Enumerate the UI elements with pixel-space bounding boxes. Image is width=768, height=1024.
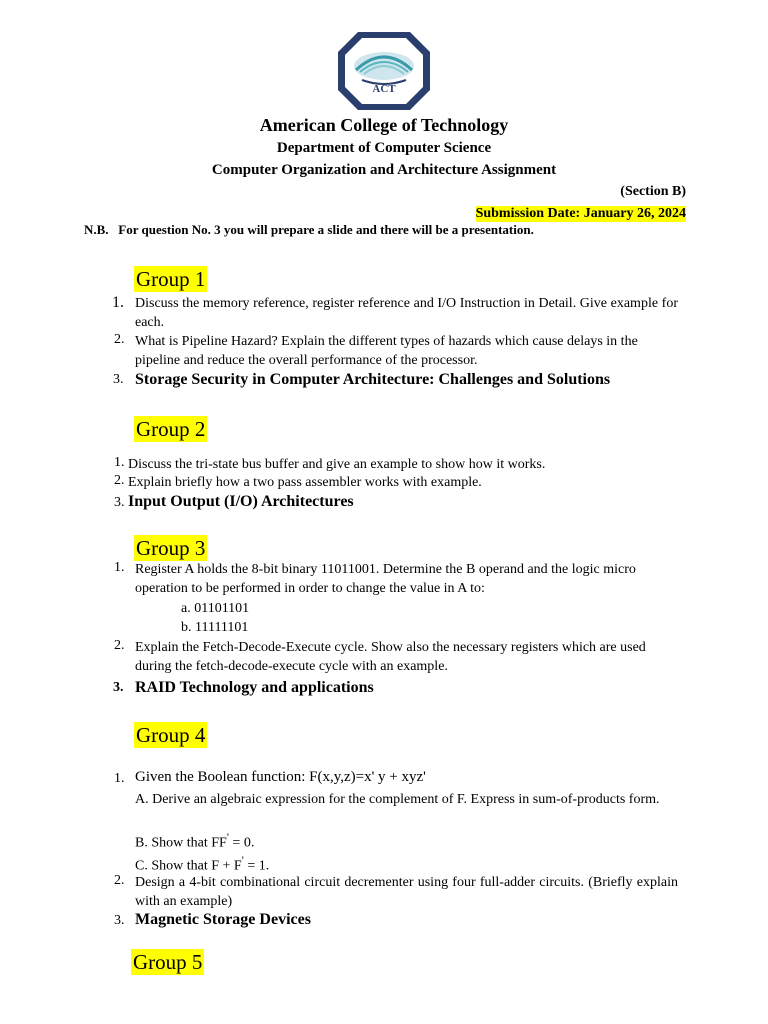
group-5-title: Group 5 <box>133 950 203 974</box>
question-part-b <box>135 828 254 853</box>
part-b-end: = 0. <box>228 835 255 851</box>
question-text: Storage Security in Computer Architecture: Challenges and Solutions <box>135 371 611 388</box>
course-title: Computer Organization and Architecture Assignment <box>211 162 557 178</box>
question-text: Explain the Fetch-Decode-Execute cycle. Show also the necessary registers which are used during the fetch-decode-execute cycle with an example. <box>135 640 646 674</box>
question-text: Explain briefly how a two pass assembler works with example. <box>128 475 482 490</box>
group-3-title: Group 3 <box>136 536 206 560</box>
question-text: Given the Boolean function: F(x,y,z)=x' y + xyz' <box>135 769 426 785</box>
question-text: Discuss the memory reference, register reference and I/O Instruction in Detail. Give example for each. <box>135 296 678 330</box>
group-4-title: Group 4 <box>136 723 206 747</box>
question-text: What is Pipeline Hazard? Explain the different types of hazards which cause delays in the pipeline and reduce the overall performance of the processor. <box>135 334 638 368</box>
part-c-end: = 1. <box>243 858 270 874</box>
question-text: Register A holds the 8-bit binary 11011001. Determine the B operand and the logic micro operation to be performed in order to change the value in A to: <box>135 562 636 596</box>
department-name: Department of Computer Science <box>276 140 492 156</box>
list-number: 2. <box>114 638 125 653</box>
sub-option: a. 01101101 <box>181 601 250 616</box>
list-number: 1. <box>114 455 125 470</box>
question-text: Discuss the tri-state bus buffer and give an example to show how it works. <box>128 457 546 472</box>
list-number: 1. <box>112 294 124 311</box>
question-text: Input Output (I/O) Architectures <box>128 493 354 510</box>
list-number: 3. <box>114 495 125 510</box>
question-text: RAID Technology and applications <box>135 679 374 696</box>
list-number: 3. <box>114 913 125 928</box>
college-name: American College of Technology <box>259 115 509 135</box>
sub-option: b. 11111101 <box>181 620 249 635</box>
part-c-text: C. Show that F + F <box>135 858 242 874</box>
question-text: Magnetic Storage Devices <box>135 911 311 928</box>
prime-mark: ' <box>226 831 229 844</box>
list-number: 1. <box>114 560 125 575</box>
list-number: 2. <box>114 873 125 888</box>
question-part-a: A. Derive an algebraic expression for the complement of F. Express in sum-of-products form. <box>135 792 660 807</box>
list-number: 2. <box>114 473 125 488</box>
logo-text: ACT <box>372 83 396 95</box>
group-1-title: Group 1 <box>136 267 206 291</box>
list-number: 1. <box>114 771 125 786</box>
submission-date: Submission Date: January 26, 2024 <box>475 206 686 221</box>
section-label: (Section B) <box>620 184 686 199</box>
question-text: Design a 4-bit combinational circuit decrementer using four full-adder circuits. (Briefly explain with an example) <box>135 875 678 909</box>
college-logo <box>336 30 432 112</box>
act-shield-icon <box>336 30 432 112</box>
list-number: 3. <box>113 372 124 387</box>
part-b-text: B. Show that FF <box>135 835 227 851</box>
group-2-title: Group 2 <box>136 417 206 441</box>
list-number: 2. <box>114 332 125 347</box>
list-number: 3. <box>113 680 124 695</box>
note: N.B. For question No. 3 you will prepare a slide and there will be a presentation. <box>84 222 534 237</box>
question-part-c <box>135 851 269 876</box>
prime-mark: ' <box>241 854 244 867</box>
